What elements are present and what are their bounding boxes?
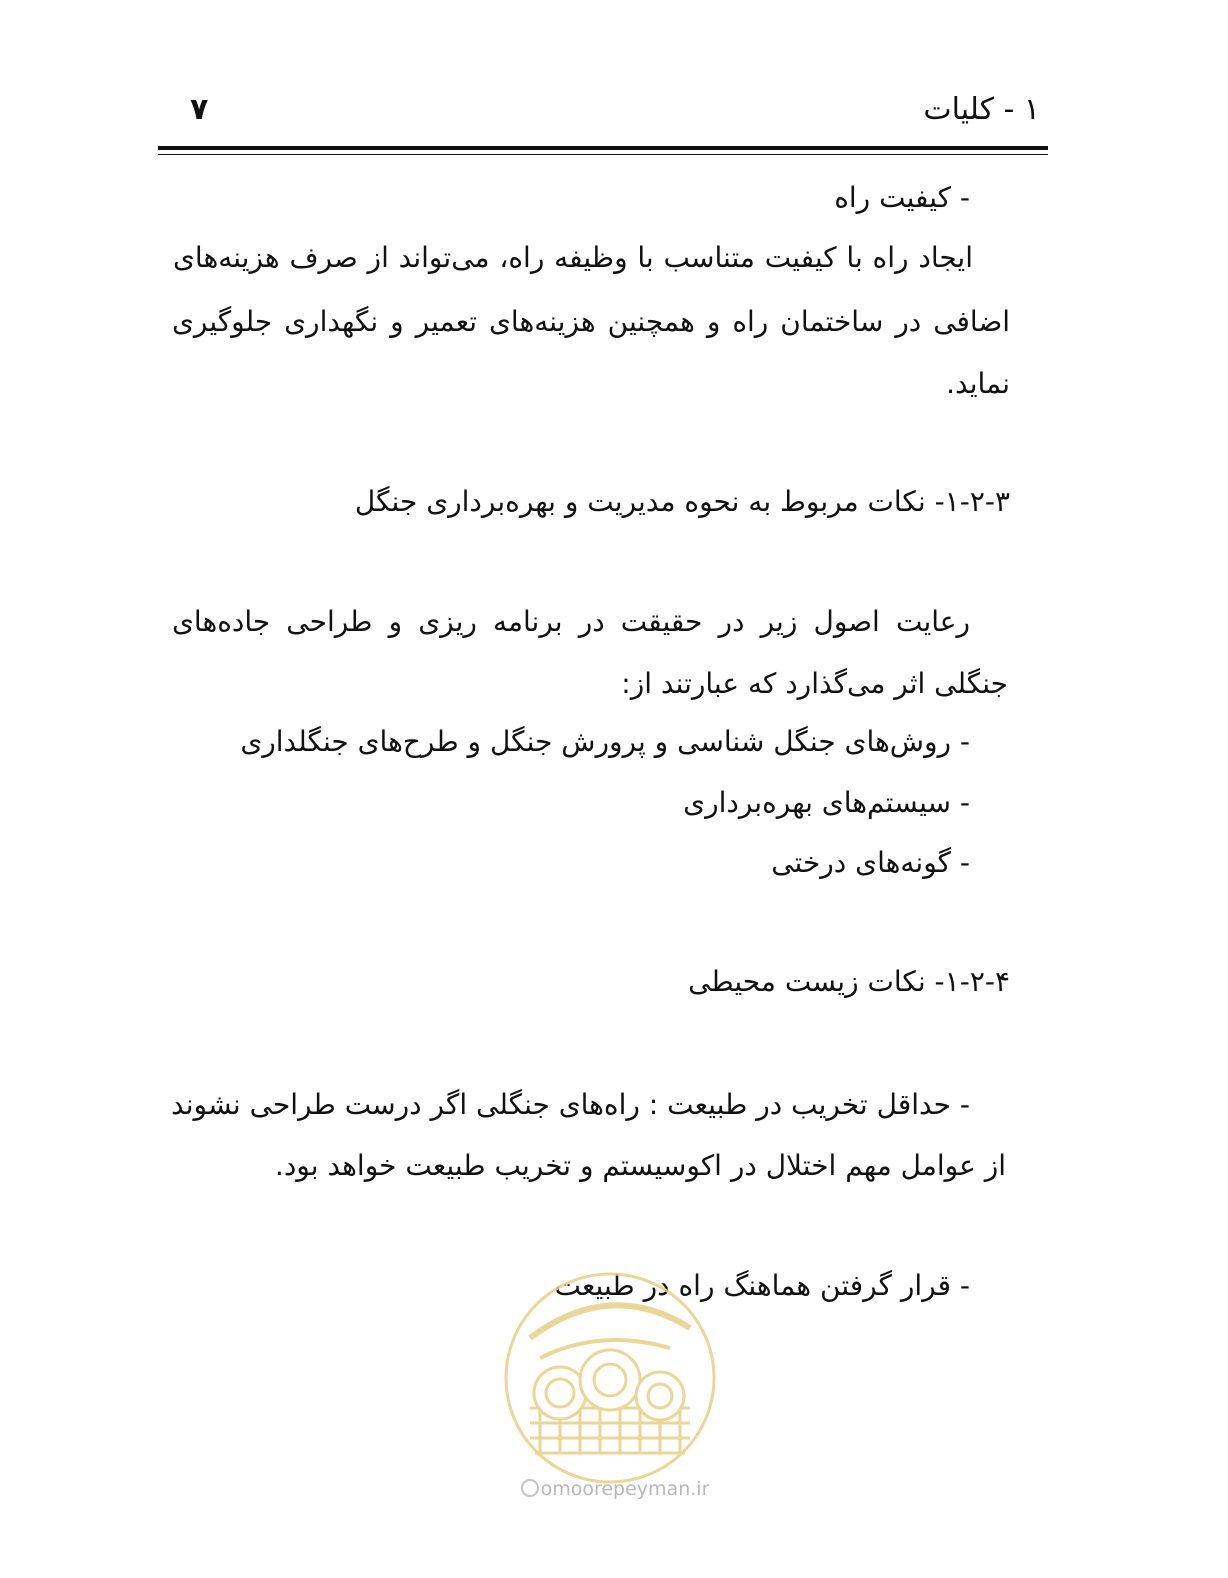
watermark-site-label xyxy=(505,1478,725,1500)
list-item: - سیستم‌های بهره‌برداری xyxy=(683,786,970,819)
section-heading: ۱-۲-۳- نکات مربوط به نحوه مدیریت و بهره‌برداری جنگل xyxy=(354,485,1010,518)
list-item: - روش‌های جنگل شناسی و پرورش جنگل و طرح‌های جنگلداری xyxy=(240,725,970,758)
chapter-title: ۱ - کلیات xyxy=(923,92,1040,127)
list-item: - گونه‌های درختی xyxy=(771,846,970,879)
page-number: ۷ xyxy=(190,92,209,127)
header-rule-thin xyxy=(158,154,1048,155)
road-quality-bullet: - کیفیت راه xyxy=(834,181,970,214)
paragraph-line: جنگلی اثر می‌گذارد که عبارتند از: xyxy=(621,667,1008,700)
globe-icon xyxy=(521,1479,539,1497)
paragraph-line: ایجاد راه با کیفیت متناسب با وظیفه راه، می‌تواند از صرف هزینه‌های xyxy=(173,241,973,274)
paragraph-line: از عوامل مهم اختلال در اکوسیستم و تخریب طبیعت خواهد بود. xyxy=(274,1149,1006,1182)
paragraph-line: نماید. xyxy=(946,367,1010,400)
paragraph-line: رعایت اصول زیر در حقیقت در برنامه ریزی و طراحی جاده‌های xyxy=(172,605,970,638)
list-item: - قرار گرفتن هماهنگ راه در طبیعت xyxy=(554,1269,970,1302)
watermark-site-text: omoorepeyman.ir xyxy=(540,1478,710,1500)
paragraph-line: - حداقل تخریب در طبیعت : راه‌های جنگلی اگر درست طراحی نشوند xyxy=(171,1088,970,1121)
section-heading: ۱-۲-۴- نکات زیست محیطی xyxy=(688,965,1010,998)
paragraph-line: اضافی در ساختمان راه و همچنین هزینه‌های تعمیر و نگهداری جلوگیری xyxy=(172,305,1010,338)
header-rule-thick xyxy=(158,146,1048,150)
